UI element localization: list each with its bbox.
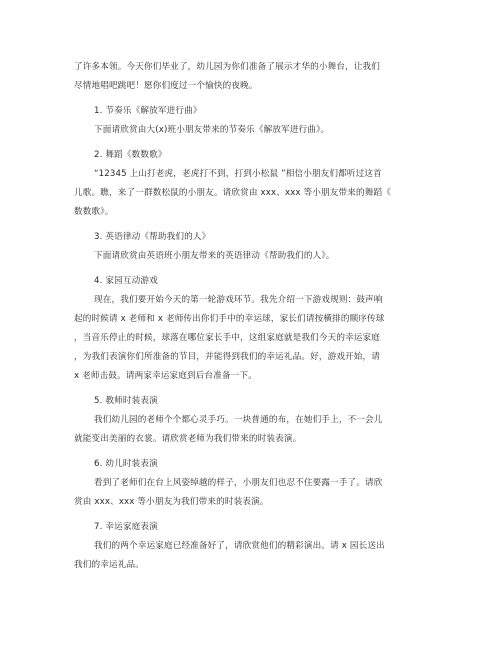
paragraph-line: 下面请欣赏由英语班小朋友带来的英语律动《帮助我们的人》。 xyxy=(94,251,335,261)
paragraph-line: 现在，我们要开始今天的第一轮游戏环节。我先介绍一下游戏规则：鼓声响 xyxy=(94,295,383,305)
paragraph-line: 就能变出美丽的衣裳。请欣赏老师为我们带来的时装表演。 xyxy=(74,434,302,444)
paragraph-line: 看到了老师们在台上风姿绰越的样子，小朋友们也忍不住要露一手了。请欣 xyxy=(94,478,383,488)
section-heading: 2. 舞蹈《数数歌》 xyxy=(94,150,167,160)
paragraph-line: 我们的两个幸运家庭已经准备好了，请欣赏他们的精彩演出。请 x 园长送出 xyxy=(94,541,385,551)
paragraph-line: 数数歌》。 xyxy=(74,207,114,217)
paragraph-line: 赏由 xxx、xxx 等小朋友为我们带来的时装表演。 xyxy=(74,497,269,507)
paragraph-line: 下面请欣赏由大(x)班小朋友带来的节奏乐《解放军进行曲》。 xyxy=(94,125,330,135)
paragraph-line: “12345 上山打老虎，老虎打不到，打到小松鼠 ”相信小朋友们都听过这首 xyxy=(94,169,382,179)
paragraph-line: 起的时候请 x 老师和 x 老师传出你们手中的幸运球，家长们请按横排的顺序传球 xyxy=(74,314,385,324)
section-heading: 4. 家园互动游戏 xyxy=(94,276,158,286)
intro-line: 了许多本领。今天你们毕业了，幼儿园为你们准备了展示才华的小舞台，让我们 xyxy=(74,62,381,72)
section-heading: 5. 教师时装表演 xyxy=(94,396,158,406)
paragraph-line: 我们的幸运礼品。 xyxy=(74,560,144,570)
paragraph-line: ，为我们表演你们所准备的节目，并能得到我们的幸运礼品。好，游戏开始，请 xyxy=(74,352,381,362)
intro-line: 尽情地唱吧跳吧！愿你们度过一个愉快的夜晚。 xyxy=(74,81,258,91)
paragraph-line: 我们幼儿园的老师个个都心灵手巧。一块普通的布，在她们手上，不一会儿 xyxy=(94,415,383,425)
paragraph-line: x 老师击鼓。请两家幸运家庭到后台准备一下。 xyxy=(74,371,257,381)
section-heading: 7. 幸运家庭表演 xyxy=(94,522,158,532)
paragraph-line: ，当音乐停止的时候，球落在哪位家长手中，这组家庭就是我们今天的幸运家庭 xyxy=(74,333,381,343)
section-heading: 1. 节奏乐《解放军进行曲》 xyxy=(94,106,202,116)
document-page xyxy=(74,58,430,575)
paragraph-line: 儿歌。瞧，来了一群数松鼠的小朋友。请欣赏由 xxx、xxx 等小朋友带来的舞蹈《 xyxy=(74,188,391,198)
section-heading: 3. 英语律动《帮助我们的人》 xyxy=(94,232,211,242)
section-heading: 6. 幼儿时装表演 xyxy=(94,459,158,469)
